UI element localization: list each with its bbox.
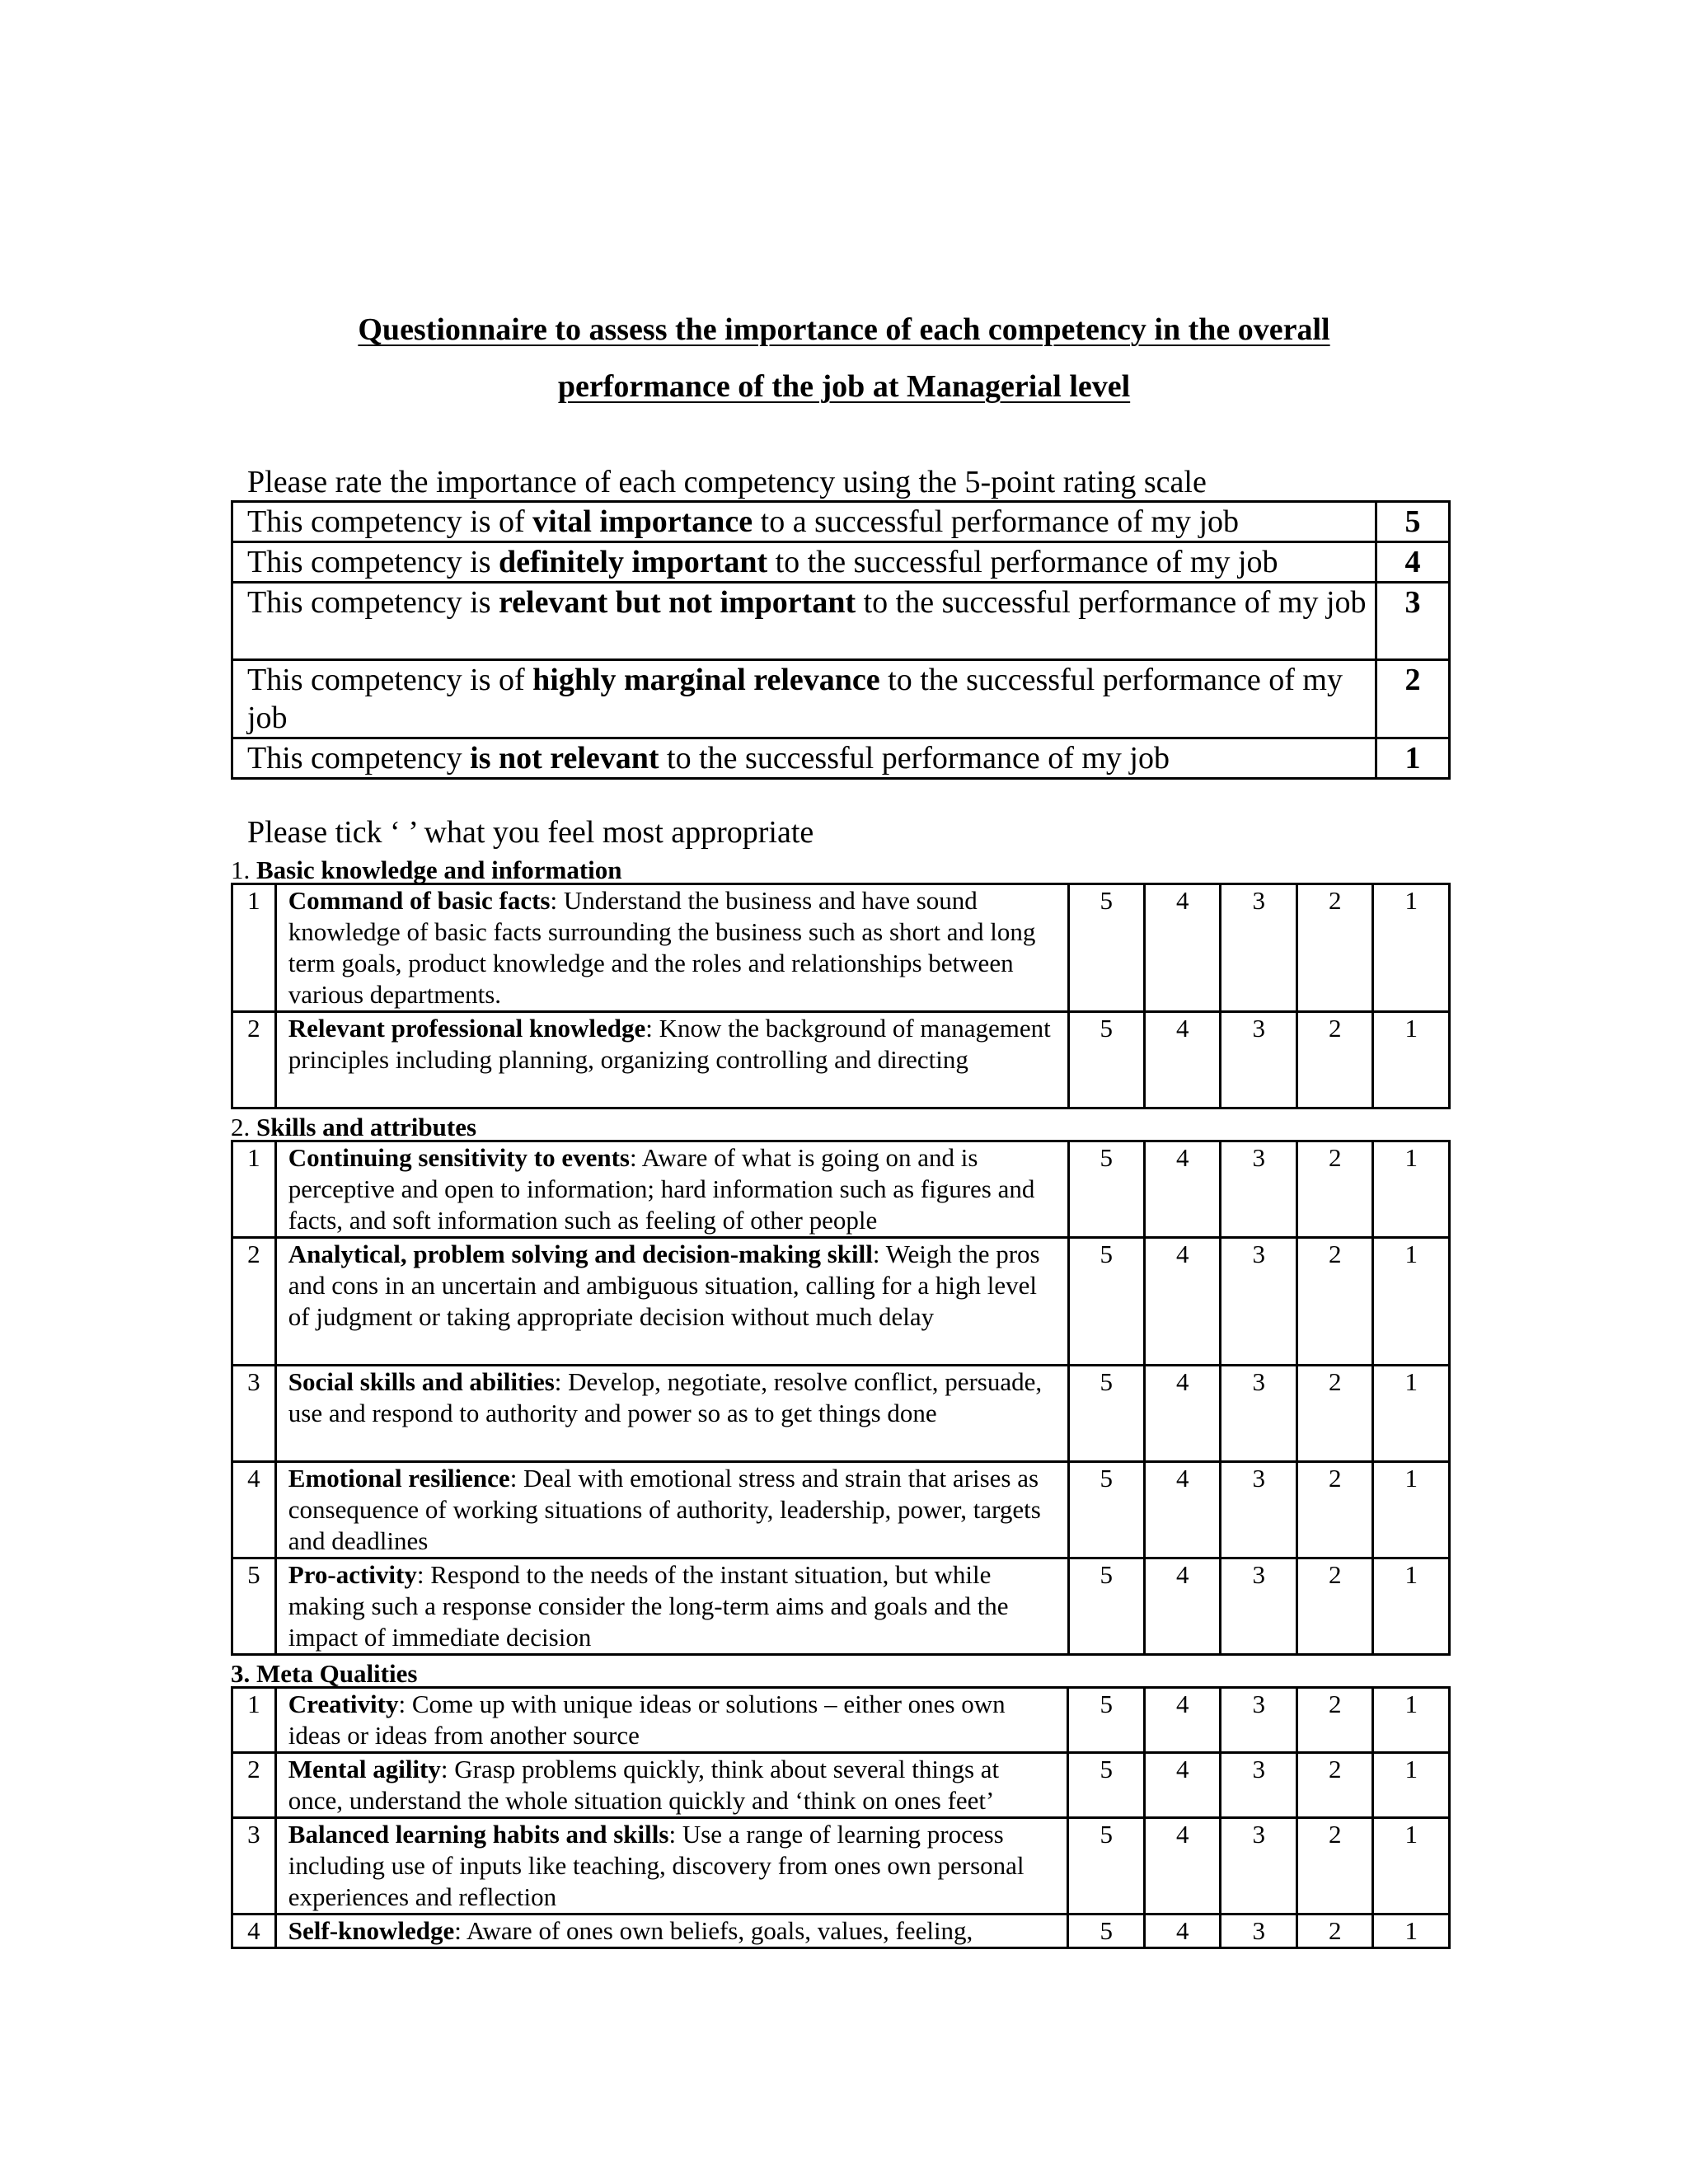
- page-bottom-margin: [0, 1966, 1688, 2184]
- rating-option-1[interactable]: 1: [1373, 1915, 1450, 1948]
- rating-option-4[interactable]: 4: [1144, 1753, 1221, 1818]
- scale-value: 1: [1376, 738, 1450, 779]
- rating-option-4[interactable]: 4: [1144, 1366, 1220, 1462]
- rating-option-5[interactable]: 5: [1068, 1915, 1145, 1948]
- competency-name: Pro-activity: [288, 1560, 417, 1589]
- rating-option-5[interactable]: 5: [1068, 1462, 1144, 1558]
- rating-option-2[interactable]: 2: [1296, 1818, 1373, 1915]
- competency-row: [232, 1141, 1450, 1238]
- item-number: 3: [232, 1818, 276, 1915]
- rating-option-3[interactable]: 3: [1221, 1141, 1296, 1238]
- item-number: 2: [232, 1753, 276, 1818]
- title-line-1: Questionnaire to assess the importance of each competency in the overall: [358, 312, 1330, 347]
- scale-description: This competency is definitely important to the successful performance of my job: [232, 542, 1376, 583]
- competency-description: Self-knowledge: Aware of ones own beliefs, goals, values, feeling,: [275, 1915, 1068, 1948]
- competency-row: [232, 1915, 1450, 1948]
- competency-name: Analytical, problem solving and decision-making skill: [288, 1240, 873, 1268]
- rating-option-5[interactable]: 5: [1068, 1753, 1145, 1818]
- rating-option-4[interactable]: 4: [1144, 884, 1220, 1012]
- rating-scale-table: [231, 500, 1451, 780]
- rating-option-5[interactable]: 5: [1068, 1238, 1144, 1366]
- scale-value: 5: [1376, 502, 1450, 542]
- rating-option-3[interactable]: 3: [1221, 1915, 1297, 1948]
- item-number: 2: [232, 1012, 276, 1108]
- competency-description: Continuing sensitivity to events: Aware of what is going on and is perceptive and open to information; hard information such as figures and facts, and soft information such as feeling of other people: [275, 1141, 1068, 1238]
- competency-row: [232, 1818, 1450, 1915]
- competency-row: [232, 1688, 1450, 1753]
- competency-row: [232, 1462, 1450, 1558]
- competency-row: [232, 1753, 1450, 1818]
- scale-description: This competency is relevant but not important to the successful performance of my job: [232, 583, 1376, 660]
- competency-description: Mental agility: Grasp problems quickly, think about several things at once, understand the whole situation quickly and ‘think on ones feet’: [275, 1753, 1068, 1818]
- rating-option-4[interactable]: 4: [1144, 1915, 1221, 1948]
- competency-table: [231, 1686, 1451, 1949]
- rating-option-5[interactable]: 5: [1068, 1012, 1144, 1108]
- item-number: 2: [232, 1238, 276, 1366]
- scale-description: This competency is not relevant to the successful performance of my job: [232, 738, 1376, 779]
- rating-option-4[interactable]: 4: [1144, 1141, 1220, 1238]
- item-number: 1: [232, 1688, 276, 1753]
- rating-option-5[interactable]: 5: [1068, 1688, 1145, 1753]
- rating-option-3[interactable]: 3: [1221, 1688, 1297, 1753]
- scale-row: [232, 542, 1450, 583]
- rating-option-4[interactable]: 4: [1144, 1558, 1220, 1655]
- competency-description: Relevant professional knowledge: Know the background of management principles including planning, organizing controlling and directing: [275, 1012, 1068, 1108]
- scale-row: [232, 660, 1450, 738]
- rating-option-5[interactable]: 5: [1068, 884, 1144, 1012]
- scale-value: 4: [1376, 542, 1450, 583]
- rating-option-1[interactable]: 1: [1373, 1141, 1450, 1238]
- scale-row: [232, 502, 1450, 542]
- item-number: 3: [232, 1366, 276, 1462]
- rating-option-3[interactable]: 3: [1221, 1818, 1297, 1915]
- item-number: 5: [232, 1558, 276, 1655]
- tick-instruction: Please tick ‘ ’ what you feel most appropriate: [247, 815, 814, 850]
- rating-option-4[interactable]: 4: [1144, 1462, 1220, 1558]
- rating-option-3[interactable]: 3: [1221, 884, 1296, 1012]
- competency-name: Mental agility: [288, 1755, 441, 1783]
- competency-row: [232, 1366, 1450, 1462]
- rating-option-2[interactable]: 2: [1296, 1238, 1372, 1366]
- competency-name: Self-knowledge: [288, 1916, 455, 1945]
- item-number: 1: [232, 884, 276, 1012]
- rating-option-3[interactable]: 3: [1221, 1558, 1296, 1655]
- competency-name: Emotional resilience: [288, 1464, 510, 1493]
- rating-option-1[interactable]: 1: [1373, 1012, 1450, 1108]
- title-line-2: performance of the job at Managerial level: [557, 369, 1131, 404]
- rating-option-1[interactable]: 1: [1373, 884, 1450, 1012]
- scale-value: 3: [1376, 583, 1450, 660]
- rating-option-2[interactable]: 2: [1296, 1012, 1372, 1108]
- competency-row: [232, 1238, 1450, 1366]
- rating-option-3[interactable]: 3: [1221, 1238, 1296, 1366]
- competency-description: Balanced learning habits and skills: Use a range of learning process including use of inputs like teaching, discovery from ones own personal experiences and reflection: [275, 1818, 1068, 1915]
- section-heading: 2. Skills and attributes: [231, 1113, 477, 1141]
- competency-name: Balanced learning habits and skills: [288, 1820, 669, 1849]
- rating-option-2[interactable]: 2: [1296, 1753, 1373, 1818]
- rating-option-4[interactable]: 4: [1144, 1688, 1221, 1753]
- competency-description: Analytical, problem solving and decision-making skill: Weigh the pros and cons in an uncertain and ambiguous situation, calling for a high level of judgment or taking appropriate decision without much delay: [275, 1238, 1068, 1366]
- rating-option-1[interactable]: 1: [1373, 1366, 1450, 1462]
- item-number: 4: [232, 1462, 276, 1558]
- scale-description: This competency is of highly marginal relevance to the successful performance of my job: [232, 660, 1376, 738]
- scale-row: [232, 738, 1450, 779]
- rating-option-2[interactable]: 2: [1296, 884, 1372, 1012]
- rating-option-5[interactable]: 5: [1068, 1141, 1144, 1238]
- rating-option-1[interactable]: 1: [1373, 1688, 1450, 1753]
- scale-description: This competency is of vital importance to a successful performance of my job: [232, 502, 1376, 542]
- competency-name: Relevant professional knowledge: [288, 1014, 646, 1043]
- rating-option-1[interactable]: 1: [1373, 1462, 1450, 1558]
- rating-option-5[interactable]: 5: [1068, 1558, 1144, 1655]
- rating-option-5[interactable]: 5: [1068, 1818, 1145, 1915]
- section-heading: 1. Basic knowledge and information: [231, 855, 622, 884]
- rating-option-1[interactable]: 1: [1373, 1558, 1450, 1655]
- competency-description: Creativity: Come up with unique ideas or solutions – either ones own ideas or ideas from another source: [275, 1688, 1068, 1753]
- section-heading: 3. Meta Qualities: [231, 1659, 418, 1688]
- rating-option-5[interactable]: 5: [1068, 1366, 1144, 1462]
- competency-description: Command of basic facts: Understand the business and have sound knowledge of basic facts surrounding the business such as short and long term goals, product knowledge and the roles and relationships between various departments.: [275, 884, 1068, 1012]
- scale-value: 2: [1376, 660, 1450, 738]
- rating-option-3[interactable]: 3: [1221, 1753, 1297, 1818]
- competency-description: Social skills and abilities: Develop, negotiate, resolve conflict, persuade, use and respond to authority and power so as to get things done: [275, 1366, 1068, 1462]
- competency-row: [232, 884, 1450, 1012]
- rating-option-1[interactable]: 1: [1373, 1818, 1450, 1915]
- rating-option-3[interactable]: 3: [1221, 1462, 1296, 1558]
- rating-option-2[interactable]: 2: [1296, 1915, 1373, 1948]
- rating-option-2[interactable]: 2: [1296, 1462, 1372, 1558]
- competency-name: Command of basic facts: [288, 886, 551, 915]
- rating-option-2[interactable]: 2: [1296, 1366, 1372, 1462]
- competency-name: Creativity: [288, 1690, 399, 1718]
- rating-option-2[interactable]: 2: [1296, 1141, 1372, 1238]
- competency-description: Emotional resilience: Deal with emotional stress and strain that arises as consequence of working situations of authority, leadership, power, targets and deadlines: [275, 1462, 1068, 1558]
- competency-row: [232, 1558, 1450, 1655]
- item-number: 1: [232, 1141, 276, 1238]
- competency-table: [231, 883, 1451, 1109]
- rating-option-3[interactable]: 3: [1221, 1366, 1296, 1462]
- scale-row: [232, 583, 1450, 660]
- rating-option-3[interactable]: 3: [1221, 1012, 1296, 1108]
- competency-name: Continuing sensitivity to events: [288, 1143, 630, 1172]
- rating-option-2[interactable]: 2: [1296, 1558, 1372, 1655]
- rating-option-1[interactable]: 1: [1373, 1753, 1450, 1818]
- rating-option-4[interactable]: 4: [1144, 1818, 1221, 1915]
- competency-description: Pro-activity: Respond to the needs of the instant situation, but while making such a response consider the long-term aims and goals and the impact of immediate decision: [275, 1558, 1068, 1655]
- competency-row: [232, 1012, 1450, 1108]
- rating-option-4[interactable]: 4: [1144, 1238, 1220, 1366]
- rating-option-2[interactable]: 2: [1296, 1688, 1373, 1753]
- rating-option-1[interactable]: 1: [1373, 1238, 1450, 1366]
- item-number: 4: [232, 1915, 276, 1948]
- scale-intro: Please rate the importance of each competency using the 5-point rating scale: [247, 465, 1207, 499]
- rating-option-4[interactable]: 4: [1144, 1012, 1220, 1108]
- competency-name: Social skills and abilities: [288, 1367, 555, 1396]
- competency-table: [231, 1140, 1451, 1656]
